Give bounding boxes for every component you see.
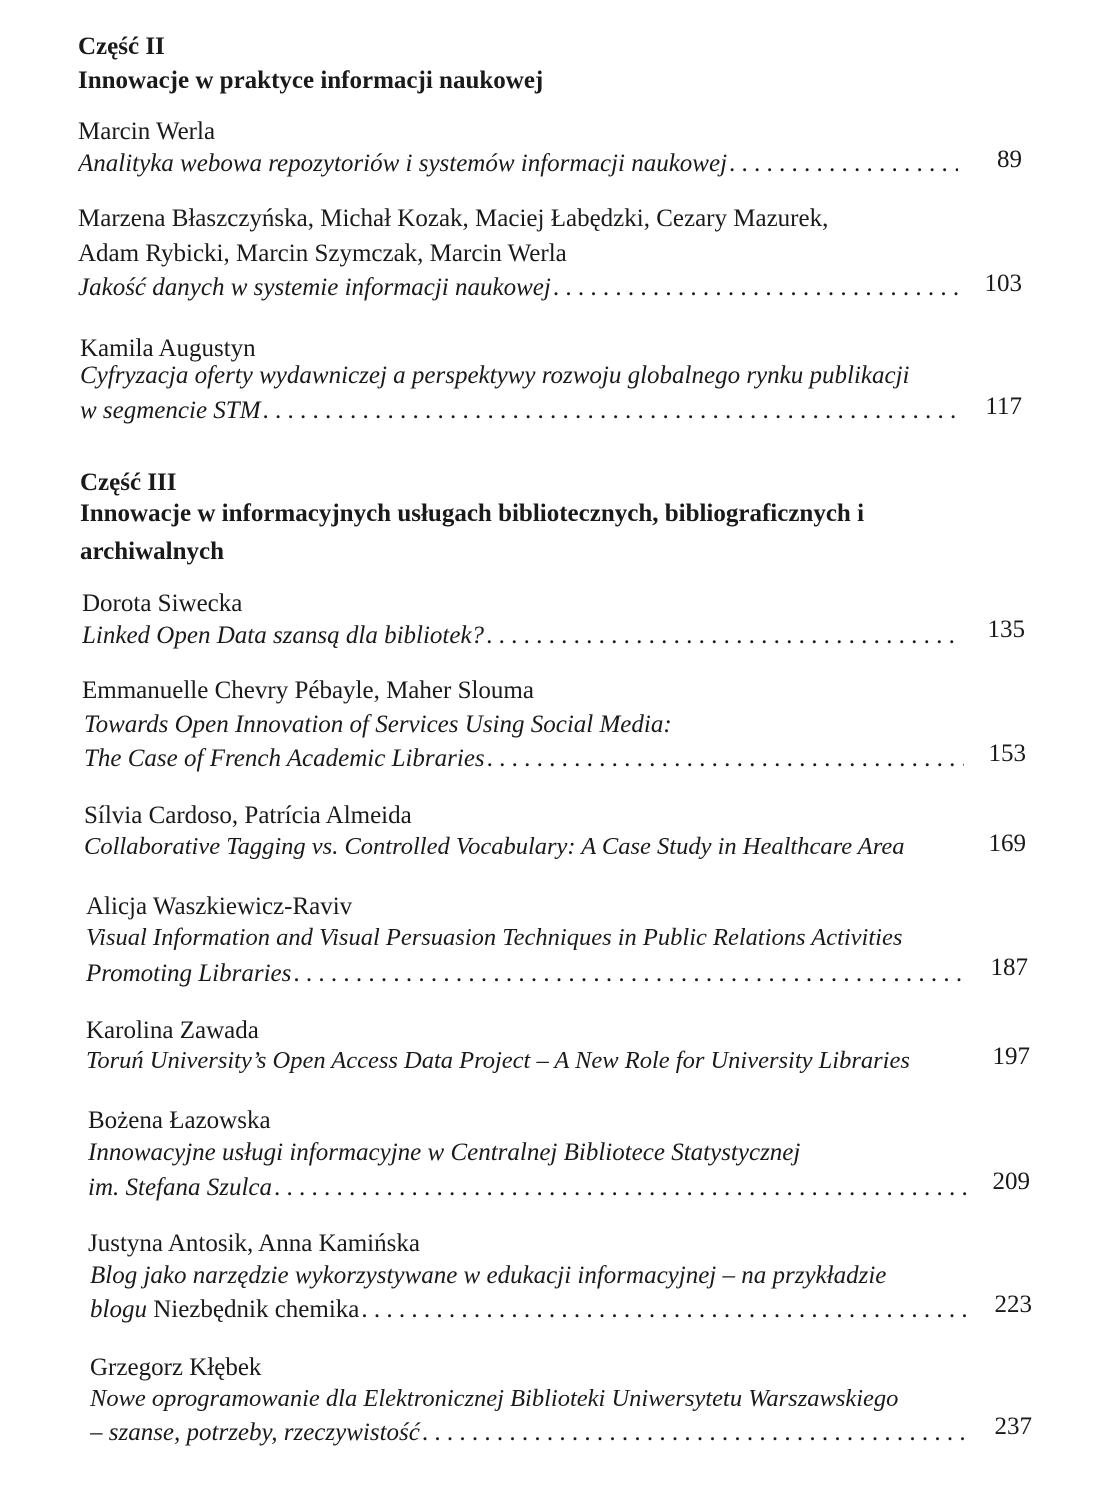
- entry-title[interactable]: Linked Open Data szansą dla bibliotek? . . .: [82, 622, 962, 650]
- entry-page-number: 89: [997, 146, 1022, 173]
- entry-author: Marzena Błaszczyńska, Michał Kozak, Maciej Łabędzki, Cezary Mazurek,: [78, 205, 829, 232]
- entry-page-number: 197: [992, 1043, 1030, 1070]
- entry-author: Kamila Augustyn: [80, 335, 256, 362]
- entry-author: Karolina Zawada: [86, 1017, 259, 1044]
- entry-author: Marcin Werla: [78, 118, 216, 145]
- part-3-title: Innowacje w informacyjnych usługach bibliotecznych, bibliograficznych i archiwalnych: [80, 500, 865, 565]
- entry-title[interactable]: Jakość danych w systemie informacji naukowej . . .: [78, 274, 958, 302]
- entry-title[interactable]: Towards Open Innovation of Services Using Social Media:: [84, 711, 672, 738]
- part-2-title: Innowacje w praktyce informacji naukowej: [78, 67, 544, 94]
- entry-title-continued[interactable]: – szanse, potrzeby, rzeczywistość . . .: [90, 1419, 972, 1447]
- entry-page-number: 237: [994, 1413, 1032, 1440]
- entry-title-continued[interactable]: w segmencie STM . . .: [80, 397, 960, 425]
- entry-page-number: 153: [988, 740, 1026, 767]
- entry-author: Emmanuelle Chevry Pébayle, Maher Slouma: [82, 677, 534, 704]
- entry-page-number: 135: [987, 616, 1025, 643]
- entry-title[interactable]: Innowacyjne usługi informacyjne w Centralnej Bibliotece Statystycznej: [88, 1139, 801, 1166]
- entry-author: Dorota Siwecka: [82, 590, 243, 617]
- entry-page-number: 117: [985, 393, 1022, 420]
- part-2-label: Część II: [78, 33, 165, 60]
- entry-title[interactable]: Visual Information and Visual Persuasion Techniques in Public Relations Activities: [86, 924, 903, 951]
- entry-page-number: 103: [984, 270, 1022, 297]
- entry-author: Adam Rybicki, Marcin Szymczak, Marcin Werla: [78, 240, 567, 267]
- entry-title[interactable]: Cyfryzacja oferty wydawniczej a perspektywy rozwoju globalnego rynku publikacji: [80, 362, 910, 389]
- entry-author: Grzegorz Kłębek: [90, 1354, 262, 1381]
- entry-author: Alicja Waszkiewicz-Raviv: [86, 893, 353, 920]
- entry-page-number: 187: [990, 954, 1028, 981]
- entry-author: Bożena Łazowska: [88, 1107, 271, 1134]
- entry-page-number: 209: [992, 1168, 1030, 1195]
- entry-title[interactable]: Nowe oprogramowanie dla Elektronicznej Biblioteki Uniwersytetu Warszawskiego: [90, 1385, 899, 1412]
- entry-page-number: 223: [994, 1291, 1032, 1318]
- part-3-label: Część III: [80, 469, 177, 496]
- entry-title[interactable]: Analityka webowa repozytoriów i systemów informacji naukowej . . .: [78, 150, 958, 178]
- entry-author: Justyna Antosik, Anna Kamińska: [88, 1230, 420, 1257]
- entry-title-continued[interactable]: im. Stefana Szulca . . .: [88, 1174, 968, 1202]
- entry-page-number: 169: [988, 830, 1026, 857]
- entry-title[interactable]: Blog jako narzędzie wykorzystywane w edukacji informacyjnej – na przykładzie: [90, 1262, 887, 1289]
- entry-title[interactable]: Toruń University’s Open Access Data Project – A New Role for University Libraries: [86, 1047, 910, 1074]
- entry-author: Sílvia Cardoso, Patrícia Almeida: [84, 802, 412, 829]
- journal-title: Niezbędnik chemika: [153, 1296, 360, 1323]
- entry-title-continued[interactable]: Promoting Libraries . . .: [86, 960, 966, 988]
- entry-title-continued[interactable]: The Case of French Academic Libraries . . .: [84, 745, 964, 773]
- entry-title[interactable]: Collaborative Tagging vs. Controlled Vocabulary: A Case Study in Healthcare Area: [84, 833, 905, 860]
- entry-title-continued[interactable]: blogu Niezbędnik chemika . . .: [90, 1296, 970, 1324]
